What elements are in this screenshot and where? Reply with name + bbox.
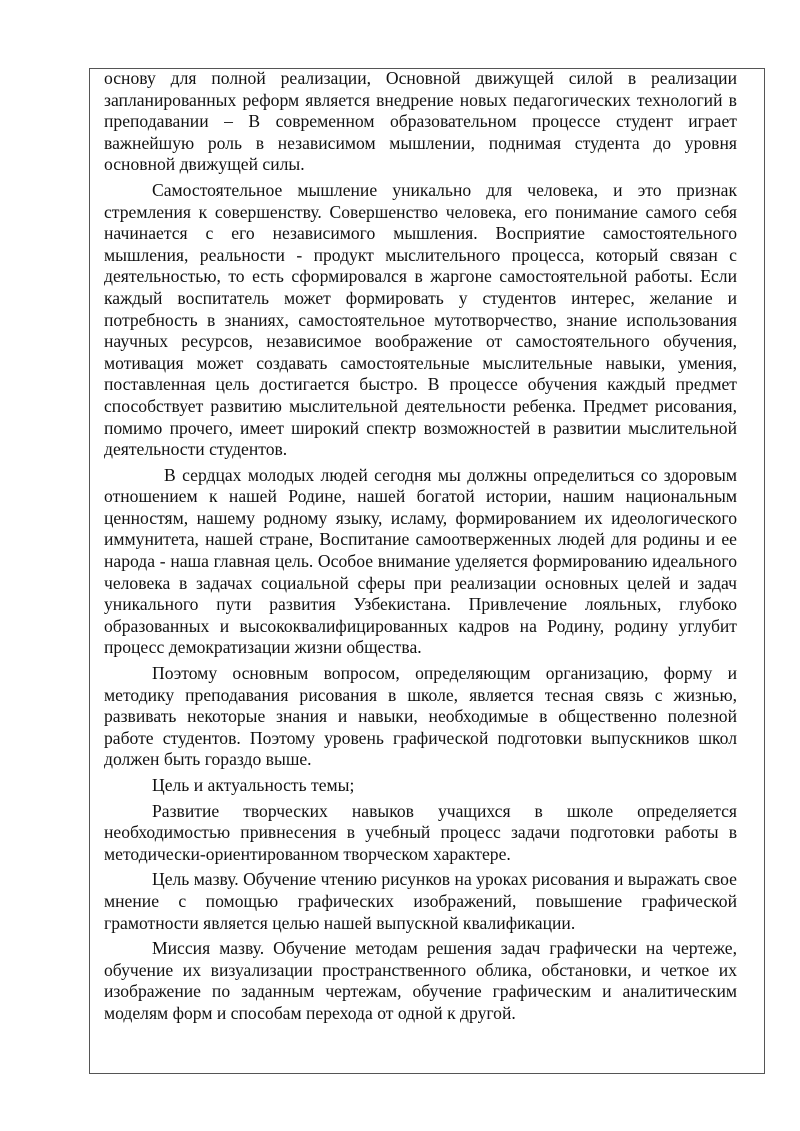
paragraph-1: основу для полной реализации, Основной движущей силой в реализации запланированных реформ является внедрение новых педагогических технологий в преподавании – В современном образовательном процессе студент играет важнейшую роль в независимом мышлении, поднимая студента до уровня основной движущей силы. bbox=[104, 68, 737, 175]
paragraph-8: Миссия мазву. Обучение методам решения задач графически на чертеже, обучение их визуализации пространственного облика, обстановки, и четкое их изображение по заданным чертежам, обучение графическим и аналитическим моделям форм и способам перехода от одной к другой. bbox=[104, 938, 737, 1023]
paragraph-3: В сердцах молодых людей сегодня мы должны определиться со здоровым отношением к нашей Родине, нашей богатой истории, нашим национальным ценностям, нашему родному языку, исламу, формированием их идеологического иммунитета, нашей стране, Воспитание самоотверженных людей для родины и ее народа - наша главная цель. Особое внимание уделяется формированию идеального человека в задачах социальной сферы при реализации основных целей и задач уникального пути развития Узбекистана. Привлечение лояльных, глубоко образованных и высококвалифицированных кадров на Родину, родину углубит процесс демократизации жизни общества. bbox=[104, 464, 737, 658]
document-body bbox=[104, 68, 737, 1025]
paragraph-5: Цель и актуальность темы; bbox=[152, 775, 355, 795]
paragraph-2: Самостоятельное мышление уникально для человека, и это признак стремления к совершенству. Совершенство человека, его понимание самого себя начинается с его независимого мышления. Восприятие самостоятельного мышления, реальности - продукт мыслительного процесса, который связан с деятельностью, то есть сформировался в жаргоне самостоятельной работы. Если каждый воспитатель может формировать у студентов интерес, желание и потребность в знаниях, самостоятельное мутотворчество, знание использования научных ресурсов, независимое воображение от самостоятельного обучения, мотивация может создавать самостоятельные мыслительные навыки, умения, поставленная цель достигается быстро. В процессе обучения каждый предмет способствует развитию мыслительной деятельности ребенка. Предмет рисования, помимо прочего, имеет широкий спектр возможностей в развитии мыслительной деятельности студентов. bbox=[104, 179, 737, 460]
paragraph-4: Поэтому основным вопросом, определяющим организацию, форму и методику преподавания рисования в школе, является тесная связь с жизнью, развивать некоторые знания и навыки, необходимые в общественно полезной работе студентов. Поэтому уровень графической подготовки выпускников школ должен быть гораздо выше. bbox=[104, 663, 737, 770]
paragraph-6: Развитие творческих навыков учащихся в школе определяется необходимостью привнесения в учебный процесс задачи подготовки работы в методически-ориентированном творческом характере. bbox=[104, 800, 737, 864]
paragraph-7: Цель мазву. Обучение чтению рисунков на уроках рисования и выражать свое мнение с помощью графических изображений, повышение графической грамотности является целью нашей выпускной квалификации. bbox=[104, 869, 737, 933]
